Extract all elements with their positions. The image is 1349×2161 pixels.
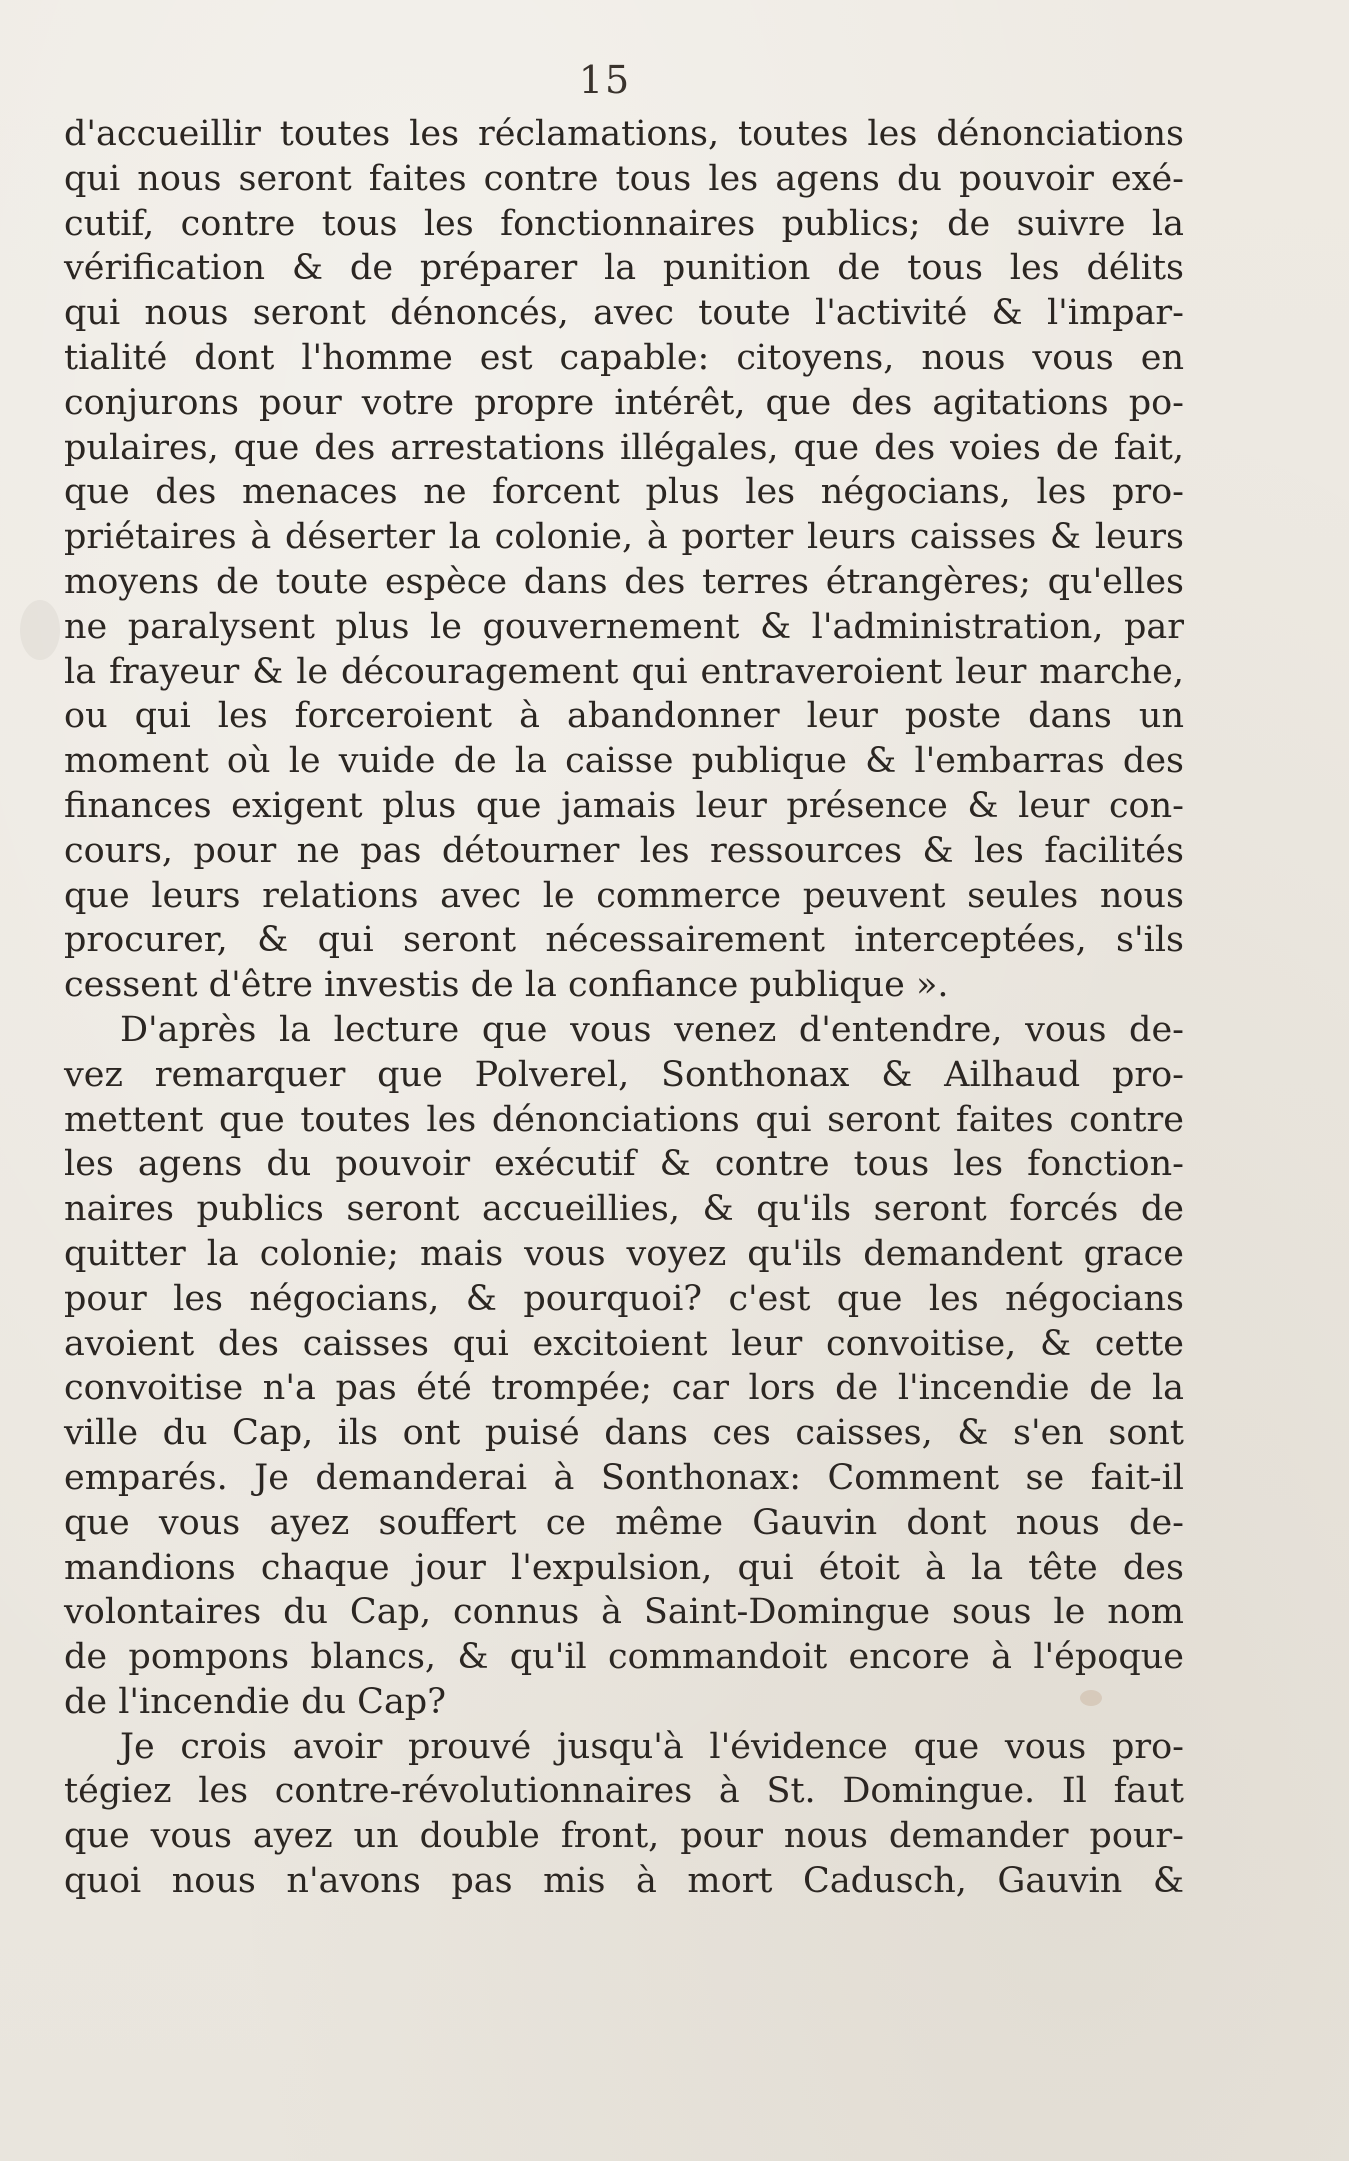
text-line: ville du Cap, ils ont puisé dans ces caisses, & s'en sont [64,1413,1184,1454]
text-line: mandions chaque jour l'expulsion, qui étoit à la tête des [64,1547,1184,1588]
text-line: les agens du pouvoir exécutif & contre tous les fonction- [64,1144,1184,1185]
text-line: moyens de toute espèce dans des terres étrangères; qu'elles [64,561,1184,602]
text-line: cessent d'être investis de la confiance publique ». [64,965,949,1006]
text-line: d'accueillir toutes les réclamations, toutes les dénonciations [64,114,1184,154]
paper-stain [20,600,60,660]
text-line: finances exigent plus que jamais leur présence & leur con- [64,785,1184,826]
text-line: que vous ayez souffert ce même Gauvin dont nous de- [64,1502,1184,1543]
text-line: naires publics seront accueillies, & qu'ils seront forcés de [64,1189,1184,1230]
text-line: ou qui les forceroient à abandonner leur poste dans un [64,696,1184,737]
text-line: D'après la lecture que vous venez d'entendre, vous de- [120,1009,1184,1050]
text-line: pulaires, que des arrestations illégales, que des voies de fait, [64,427,1184,468]
text-line: que des menaces ne forcent plus les négocians, les pro- [64,472,1184,513]
text-line: priétaires à déserter la colonie, à porter leurs caisses & leurs [64,517,1184,558]
text-line: avoient des caisses qui excitoient leur convoitise, & cette [64,1323,1184,1364]
page-number: 15 [578,58,632,102]
text-line: la frayeur & le découragement qui entraveroient leur marche, [64,651,1184,692]
text-line: convoitise n'a pas été trompée; car lors de l'incendie de la [64,1368,1184,1409]
text-line: mettent que toutes les dénonciations qui seront faites contre [64,1099,1184,1140]
text-line: quoi nous n'avons pas mis à mort Cadusch, Gauvin & [64,1861,1184,1902]
text-line: pour les négocians, & pourquoi? c'est que les négocians [64,1278,1184,1319]
text-line: que vous ayez un double front, pour nous demander pour- [64,1816,1184,1857]
text-line: tialité dont l'homme est capable: citoyens, nous vous en [64,337,1184,378]
text-line: cutif, contre tous les fonctionnaires publics; de suivre la [64,203,1184,244]
text-line: que leurs relations avec le commerce peuvent seules nous [64,875,1184,916]
text-line: vez remarquer que Polverel, Sonthonax & Ailhaud pro- [64,1054,1184,1095]
text-line: emparés. Je demanderai à Sonthonax: Comment se fait-il [64,1457,1184,1498]
text-line: moment où le vuide de la caisse publique & l'embarras des [64,741,1184,782]
text-line: vérification & de préparer la punition de tous les délits [64,248,1184,289]
text-line: qui nous seront dénoncés, avec toute l'activité & l'impar- [64,293,1184,334]
text-line: ne paralysent plus le gouvernement & l'administration, par [64,606,1184,647]
body-text [64,112,1184,1904]
text-line: conjurons pour votre propre intérêt, que des agitations po- [64,382,1184,423]
text-line: Je crois avoir prouvé jusqu'à l'évidence que vous pro- [120,1726,1184,1767]
text-line: tégiez les contre-révolutionnaires à St. Domingue. Il faut [64,1771,1184,1812]
text-line: de l'incendie du Cap? [64,1681,446,1722]
text-line: de pompons blancs, & qu'il commandoit encore à l'époque [64,1637,1184,1678]
text-line: procurer, & qui seront nécessairement interceptées, s'ils [64,920,1184,961]
text-line: qui nous seront faites contre tous les agens du pouvoir exé- [64,158,1184,199]
text-line: volontaires du Cap, connus à Saint-Domingue sous le nom [64,1592,1184,1633]
text-line: cours, pour ne pas détourner les ressources & les facilités [64,830,1184,871]
text-line: quitter la colonie; mais vous voyez qu'ils demandent grace [64,1233,1184,1274]
